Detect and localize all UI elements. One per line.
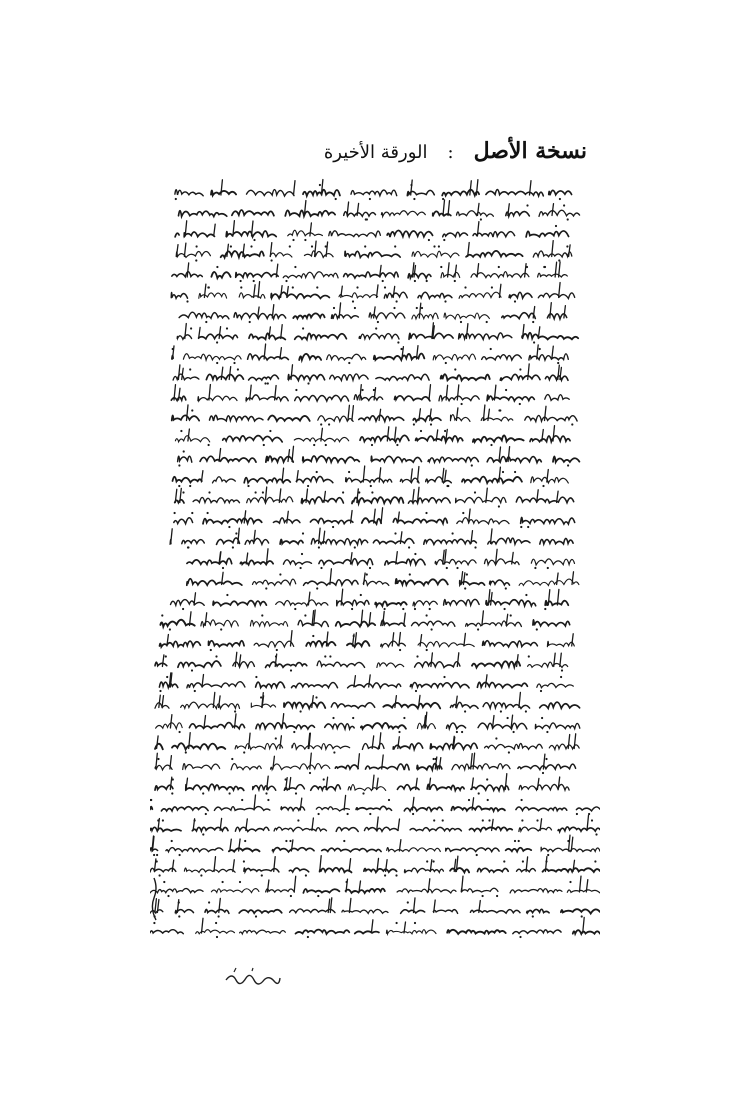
manuscript-line (150, 856, 600, 877)
manuscript-line (178, 446, 580, 466)
manuscript-line (175, 487, 574, 508)
manuscript-line (177, 323, 578, 344)
manuscript-page-image (150, 178, 600, 978)
manuscript-line (150, 898, 600, 918)
manuscript-line (173, 466, 569, 487)
page-caption (324, 138, 587, 164)
manuscript-line (187, 549, 575, 569)
manuscript-line (150, 835, 600, 856)
manuscript-line (155, 753, 576, 774)
manuscript-line (150, 815, 600, 835)
manuscript-line (155, 652, 568, 671)
manuscript-line (159, 673, 573, 692)
manuscript-line (156, 712, 580, 733)
caption-separator: : (447, 142, 454, 163)
caption-title: نسخة الأصل (473, 138, 587, 164)
handwritten-text-block (150, 178, 600, 978)
manuscript-line (160, 610, 569, 631)
manuscript-line (150, 795, 600, 815)
manuscript-line (175, 180, 572, 201)
manuscript-line (174, 508, 575, 528)
manuscript-line (175, 426, 570, 446)
manuscript-line (155, 774, 569, 795)
manuscript-line (170, 528, 573, 548)
manuscript-line (160, 631, 575, 651)
manuscript-line (150, 876, 600, 897)
manuscript-line (150, 917, 600, 938)
manuscript-line (172, 405, 577, 426)
manuscript-line (172, 344, 569, 364)
manuscript-line (171, 282, 574, 303)
manuscript-line (171, 589, 569, 610)
manuscript-line (155, 733, 579, 754)
manuscript-line (175, 221, 569, 241)
manuscript-line (171, 385, 569, 406)
manuscript-line (173, 364, 568, 385)
manuscript-line (179, 200, 580, 221)
manuscript-line (176, 241, 572, 262)
manuscript-line (179, 303, 567, 323)
handwritten-signature (222, 966, 282, 988)
manuscript-line (187, 569, 579, 590)
caption-subtitle: الورقة الأخيرة (323, 142, 428, 163)
manuscript-line (155, 692, 580, 712)
manuscript-line (172, 262, 568, 282)
